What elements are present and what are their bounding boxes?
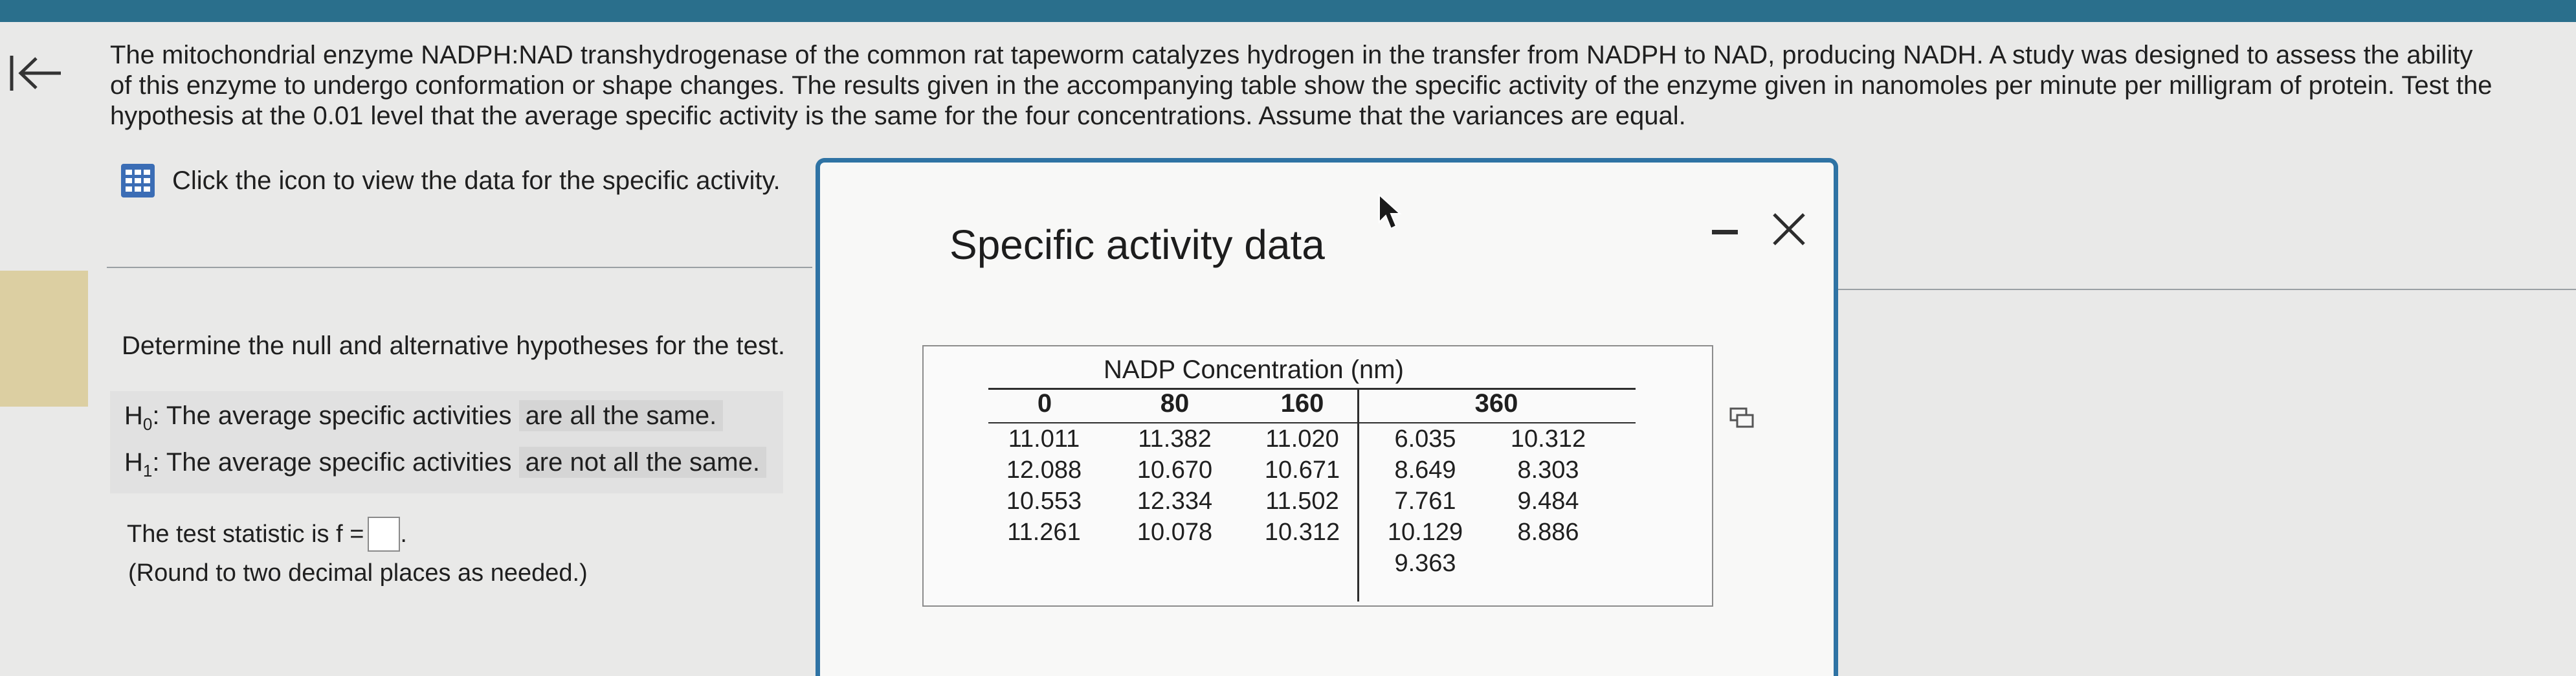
table-cell: 10.312: [1510, 425, 1586, 453]
column-header: 0: [1037, 389, 1052, 418]
modal-title: Specific activity data: [949, 221, 1325, 268]
column-header: 360: [1474, 389, 1518, 418]
h1-symbol: $H_1$: [124, 448, 153, 480]
table-cell: 9.363: [1394, 550, 1456, 577]
question-status-marker: [0, 271, 88, 407]
table-cell: 10.078: [1137, 519, 1213, 546]
h0-text: : The average specific activities: [152, 401, 512, 430]
alternative-hypothesis: [124, 448, 766, 481]
hypotheses-box: [110, 391, 783, 493]
problem-line: of this enzyme to undergo conformation or shape changes. The results given in the accompanying table show the specific activity of the enzyme given in nanomoles per minute per milligram of protein. Test the: [110, 71, 2493, 100]
test-statistic-row: [127, 517, 407, 552]
divider: [1835, 289, 2576, 290]
table-cell: 11.382: [1138, 425, 1212, 453]
table-cell: 8.649: [1394, 456, 1456, 484]
table-cell: 11.502: [1265, 488, 1339, 515]
minimize-icon[interactable]: [1707, 213, 1743, 249]
column-header: 160: [1280, 389, 1324, 418]
divider: [107, 267, 812, 268]
table-cell: 10.670: [1137, 456, 1213, 484]
h1-answer-dropdown[interactable]: are not all the same.: [519, 447, 766, 478]
table-cell: 7.761: [1394, 488, 1456, 515]
table-cell: 10.553: [1006, 488, 1082, 515]
table-rule: [988, 422, 1636, 423]
h0-symbol: $H_0$: [124, 401, 153, 434]
problem-line: hypothesis at the 0.01 level that the average specific activity is the same for the four concentrations. Assume that the variances are equal.: [110, 102, 1686, 130]
h1-text: : The average specific activities: [152, 448, 512, 477]
test-statistic-input[interactable]: [368, 517, 400, 552]
table-cell: 6.035: [1394, 425, 1456, 453]
copy-icon[interactable]: [1729, 407, 1754, 428]
table-cell: 8.886: [1517, 519, 1579, 546]
mouse-pointer-icon: [1377, 194, 1403, 232]
top-bar: [0, 0, 2576, 22]
table-cell: 10.129: [1387, 519, 1463, 546]
column-header: 80: [1160, 389, 1190, 418]
group-header: NADP Concentration (nm): [1104, 355, 1404, 384]
data-table: [922, 345, 1713, 607]
test-statistic-suffix: .: [400, 520, 407, 548]
table-cell: 10.312: [1264, 519, 1340, 546]
table-cell: 12.334: [1137, 488, 1213, 515]
problem-statement: [110, 40, 2576, 131]
h0-answer-dropdown[interactable]: are all the same.: [519, 400, 724, 431]
table-cell: 12.088: [1006, 456, 1082, 484]
back-arrow-icon[interactable]: [6, 51, 65, 96]
table-cell: 9.484: [1517, 488, 1579, 515]
table-column-divider: [1357, 388, 1359, 602]
null-hypothesis: [124, 401, 723, 434]
table-cell: 8.303: [1517, 456, 1579, 484]
close-icon[interactable]: [1765, 205, 1813, 253]
table-cell: 11.261: [1007, 519, 1081, 546]
test-statistic-label: The test statistic is f =: [127, 520, 364, 548]
rounding-note: (Round to two decimal places as needed.): [128, 559, 588, 587]
problem-line: The mitochondrial enzyme NADPH:NAD transhydrogenase of the common rat tapeworm catalyzes hydrogen in the transfer from NADPH to NAD, producing NADH. A study was designed to assess the ability: [110, 41, 2473, 69]
table-cell: 11.020: [1265, 425, 1339, 453]
table-cell: 10.671: [1264, 456, 1340, 484]
hypotheses-question: Determine the null and alternative hypotheses for the test.: [122, 332, 786, 360]
data-link-row: [120, 163, 781, 198]
table-cell: 11.011: [1008, 425, 1080, 453]
data-link-label: Click the icon to view the data for the specific activity.: [172, 166, 781, 195]
data-modal: [816, 158, 1838, 676]
table-grid-icon[interactable]: [120, 163, 155, 198]
